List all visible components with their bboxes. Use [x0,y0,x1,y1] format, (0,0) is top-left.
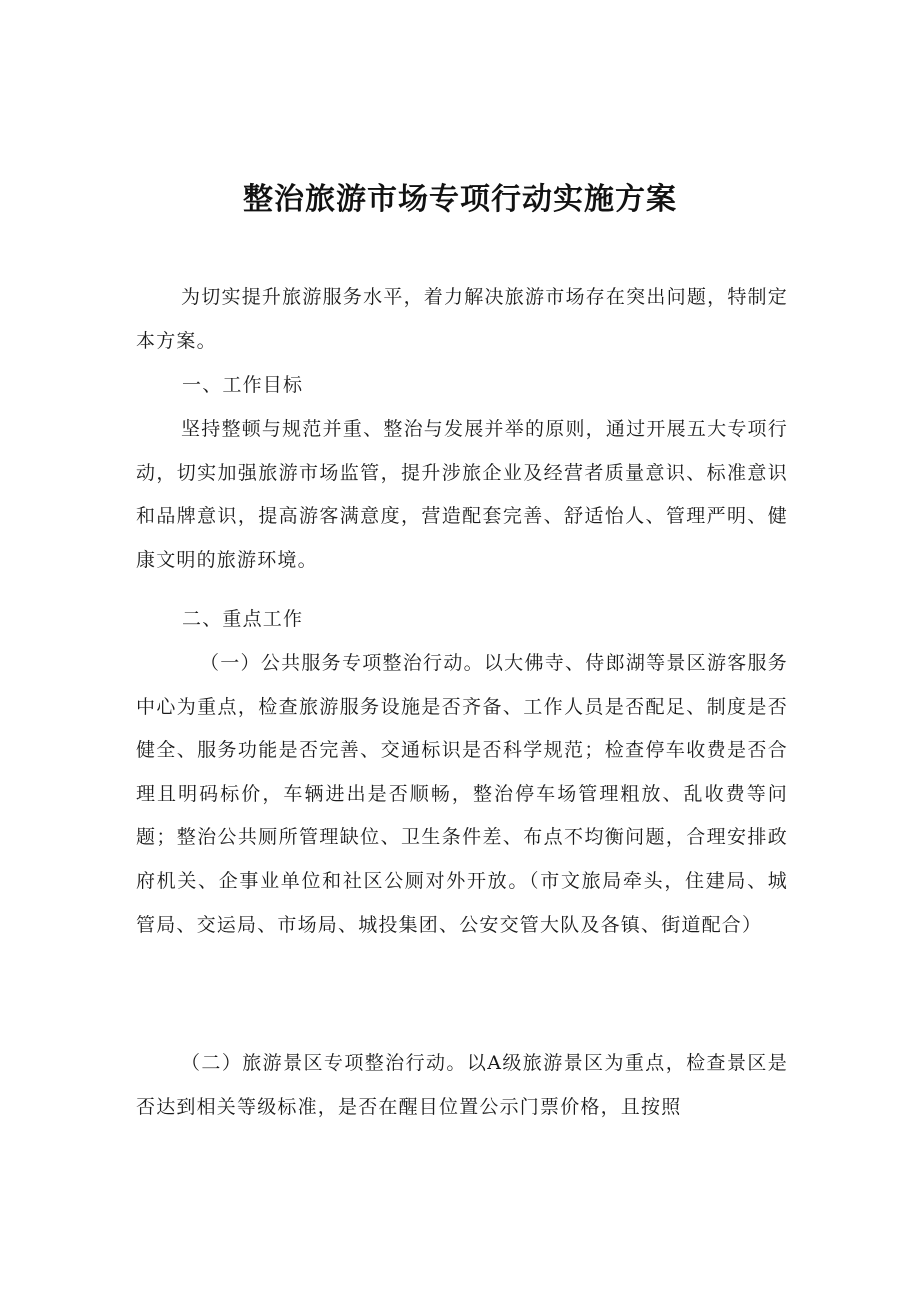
goals-paragraph: 坚持整顿与规范并重、整治与发展并举的原则，通过开展五大专项行动，切实加强旅游市场监管，提升涉旅企业及经营者质量意识、标准意识和品牌意识，提高游客满意度，营造配套完善、舒适怡人、管理严明、健康文明的旅游环境。 [136,418,788,571]
section-heading-goals: 一、工作目标 [182,374,304,396]
scenic-area-paragraph: （二）旅游景区专项整治行动。以A级旅游景区为重点，检查景区是否达到相关等级标准，是否在醒目位置公示门票价格，且按照 [136,1052,788,1118]
intro-paragraph: 为切实提升旅游服务水平，着力解决旅游市场存在突出问题，特制定本方案。 [136,286,788,352]
document-title: 整治旅游市场专项行动实施方案 [243,182,677,217]
public-service-paragraph: （一）公共服务专项整治行动。以大佛寺、侍郎湖等景区游客服务中心为重点，检查旅游服务设施是否齐备、工作人员是否配足、制度是否健全、服务功能是否完善、交通标识是否科学规范；检查停车收费是否合理且明码标价，车辆进出是否顺畅，整治停车场管理粗放、乱收费等问题；整治公共厕所管理缺位、卫生条件差、布点不均衡问题，合理安排政府机关、企事业单位和社区公厕对外开放。（市文旅局牵头，住建局、城管局、交运局、市场局、城投集团、公安交管大队及各镇、街道配合） [136,652,788,936]
section-heading-key-work: 二、重点工作 [182,608,304,630]
